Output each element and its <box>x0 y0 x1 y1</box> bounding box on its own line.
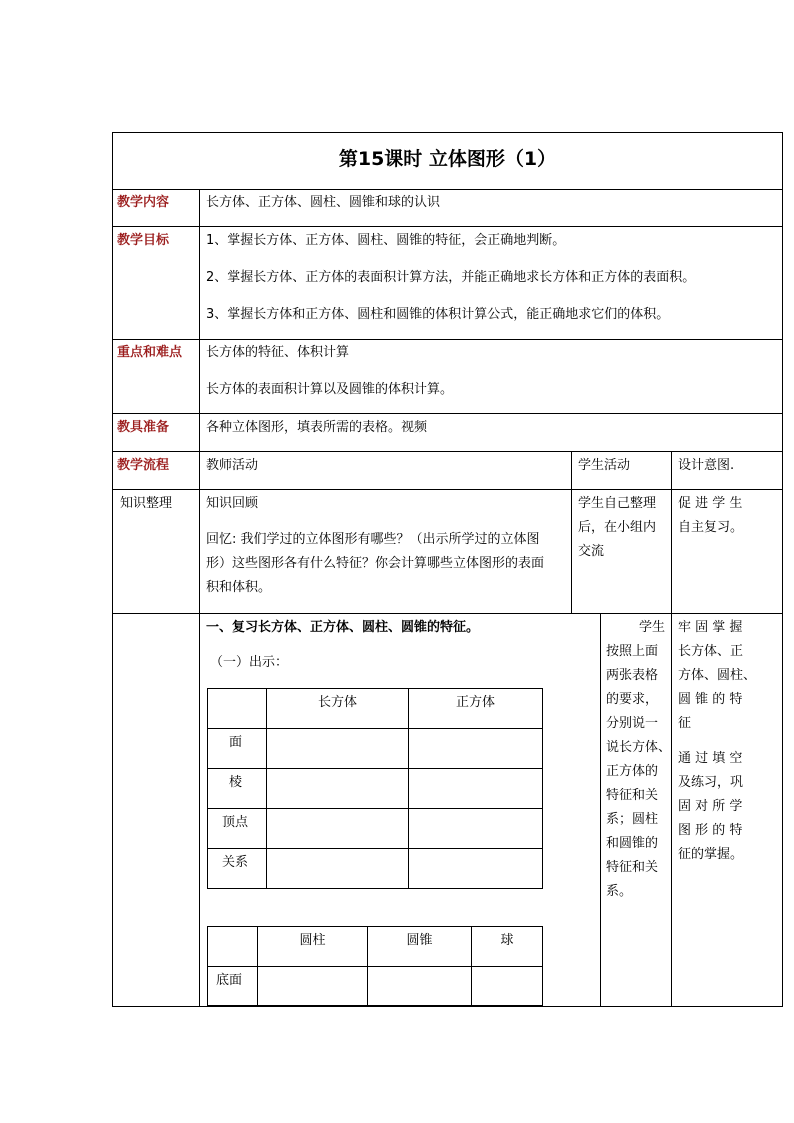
table1-header: 长方体 <box>317 695 357 710</box>
section2-student-line: 正方体的 <box>606 764 659 779</box>
section2-student-line: 系；圆柱 <box>606 812 659 827</box>
section2-design-line: 长方体、正 <box>678 644 744 659</box>
section2-design-line: 征 <box>678 716 692 731</box>
section2-design-line: 图 形 的 特 <box>678 823 743 838</box>
student-activity-header: 学生活动 <box>578 458 631 473</box>
table2-header: 球 <box>500 933 514 948</box>
section2-heading: 一、复习长方体、正方体、圆柱、圆锥的特征。 <box>206 620 480 635</box>
section1-student-line: 交流 <box>578 544 605 559</box>
section1-body-line: 形）这些图形各有什么特征？你会计算哪些立体图形的表面 <box>206 556 545 571</box>
flow-label: 教学流程 <box>117 458 170 473</box>
section2-design-line: 牢 固 掌 握 <box>678 620 743 635</box>
section2-student-line: 特征和关 <box>606 788 659 803</box>
section2-student-line: 说长方体、 <box>606 740 672 755</box>
table1-row-label: 关系 <box>222 855 249 870</box>
content-label: 教学内容 <box>117 195 170 210</box>
goal-item: 3、掌握长方体和正方体、圆柱和圆锥的体积计算公式，能正确地求它们的体积。 <box>206 307 670 322</box>
goal-item: 1、掌握长方体、正方体、圆柱、圆锥的特征，会正确地判断。 <box>206 233 566 248</box>
key-line: 长方体的特征、体积计算 <box>206 345 350 360</box>
table2-header: 圆柱 <box>299 933 326 948</box>
section2-sub: （一）出示： <box>210 655 289 670</box>
content-text: 长方体、正方体、圆柱、圆锥和球的认识 <box>206 195 441 210</box>
section2-design-line: 及练习，巩 <box>678 775 744 790</box>
goals-label: 教学目标 <box>117 233 170 248</box>
section2-design-line: 方体、圆柱、 <box>678 668 757 683</box>
table1-header: 正方体 <box>455 695 495 710</box>
section2-student-line: 系。 <box>606 884 633 899</box>
tools-text: 各种立体图形，填表所需的表格。视频 <box>206 420 428 435</box>
section1-label: 知识整理 <box>120 496 173 511</box>
section2-design-line: 通 过 填 空 <box>678 751 743 766</box>
section2-design-line: 圆 锥 的 特 <box>678 692 743 707</box>
section2-student-line: 和圆锥的 <box>606 836 659 851</box>
table1-row-label: 面 <box>229 735 243 750</box>
section1-design-line: 自主复习。 <box>678 520 744 535</box>
section2-design-line: 固 对 所 学 <box>678 799 743 814</box>
key-label: 重点和难点 <box>117 345 183 360</box>
goal-item: 2、掌握长方体、正方体的表面积计算方法，并能正确地求长方体和正方体的表面积。 <box>206 270 696 285</box>
key-line: 长方体的表面积计算以及圆锥的体积计算。 <box>206 382 454 397</box>
section2-student-line: 学生 <box>638 620 665 635</box>
design-intent-header: 设计意图. <box>678 458 735 473</box>
table2-row-label: 底面 <box>216 973 243 988</box>
section1-heading: 知识回顾 <box>206 496 259 511</box>
section2-student-line: 按照上面 <box>606 644 659 659</box>
section1-design-line: 促 进 学 生 <box>678 496 743 511</box>
section1-body-line: 积和体积。 <box>206 580 272 595</box>
tools-label: 教具准备 <box>117 420 170 435</box>
section1-student-line: 后，在小组内 <box>578 520 657 535</box>
section1-body-line: 回忆: 我们学过的立体图形有哪些？（出示所学过的立体图 <box>206 532 540 547</box>
section2-student-line: 两张表格 <box>606 668 659 683</box>
table2-header: 圆锥 <box>406 933 433 948</box>
section2-student-line: 分别说一 <box>606 716 659 731</box>
section2-student-line: 的要求， <box>606 692 659 707</box>
section2-design-line: 征的掌握。 <box>678 847 744 862</box>
table1-row-label: 顶点 <box>222 815 249 830</box>
section1-student-line: 学生自己整理 <box>578 496 657 511</box>
table1-row-label: 棱 <box>229 775 243 790</box>
page-title: 第15课时 立体图形（1） <box>338 148 557 170</box>
section2-student-line: 特征和关 <box>606 860 659 875</box>
teacher-activity-header: 教师活动 <box>206 458 259 473</box>
